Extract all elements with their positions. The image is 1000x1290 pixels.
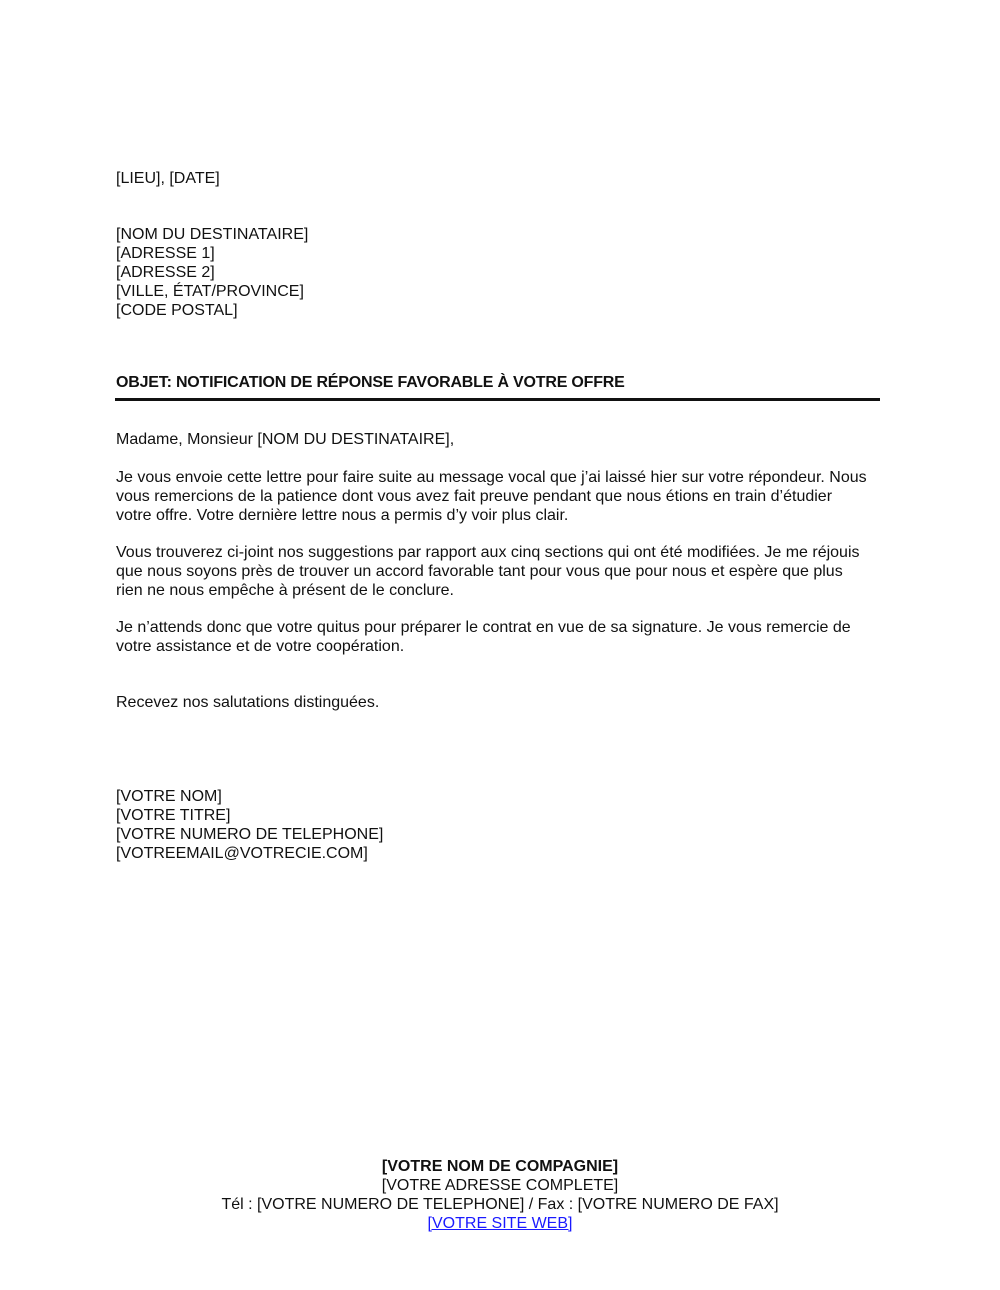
subject-line: OBJET: NOTIFICATION DE RÉPONSE FAVORABLE À VOTRE OFFRE [116, 374, 625, 391]
paragraph-line: Je n’attends donc que votre quitus pour préparer le contrat en vue de sa signature. Je vous remercie de [116, 619, 851, 636]
paragraph-line: vous remercions de la patience dont vous avez fait preuve pendant que nous étions en train d’étudier [116, 488, 833, 505]
footer-contact: Tél : [VOTRE NUMERO DE TELEPHONE] / Fax : [VOTRE NUMERO DE FAX] [221, 1196, 779, 1213]
signature-phone: [VOTRE NUMERO DE TELEPHONE] [116, 826, 384, 843]
paragraph-line: votre assistance et de votre coopération. [116, 638, 405, 655]
recipient-name: [NOM DU DESTINATAIRE] [116, 226, 309, 243]
signature-block [116, 787, 383, 863]
paragraph-line: Je vous envoie cette lettre pour faire suite au message vocal que j’ai laissé hier sur votre répondeur. Nous [116, 469, 867, 486]
footer-address: [VOTRE ADRESSE COMPLETE] [381, 1177, 619, 1194]
recipient-postal-code: [CODE POSTAL] [116, 302, 238, 319]
recipient-address-2: [ADRESSE 2] [116, 264, 215, 281]
signature-title: [VOTRE TITRE] [116, 807, 231, 824]
recipient-city-state: [VILLE, ÉTAT/PROVINCE] [116, 283, 304, 300]
paragraph-line: votre offre. Votre dernière lettre nous a permis d’y voir plus clair. [116, 507, 569, 524]
paragraph-line: que nous soyons près de trouver un accord favorable tant pour vous que pour nous et espère que plus [116, 563, 843, 580]
paragraph-line: Vous trouverez ci-joint nos suggestions par rapport aux cinq sections qui ont été modifiées. Je me réjouis [116, 544, 860, 561]
signature-email: [VOTREEMAIL@VOTRECIE.COM] [116, 845, 368, 862]
signature-name: [VOTRE NOM] [116, 788, 222, 805]
footer [0, 1157, 1000, 1233]
footer-website-link[interactable]: [VOTRE SITE WEB] [427, 1215, 573, 1232]
subject-divider [115, 398, 880, 401]
recipient-block [116, 225, 308, 320]
place-date: [LIEU], [DATE] [116, 170, 220, 187]
body-paragraph-2 [116, 543, 896, 600]
paragraph-line: rien ne nous empêche à présent de le conclure. [116, 582, 454, 599]
salutation: Madame, Monsieur [NOM DU DESTINATAIRE], [116, 431, 455, 448]
recipient-address-1: [ADRESSE 1] [116, 245, 215, 262]
footer-company: [VOTRE NOM DE COMPAGNIE] [381, 1158, 619, 1175]
body-paragraph-1 [116, 468, 896, 525]
body-paragraph-3 [116, 618, 896, 656]
closing: Recevez nos salutations distinguées. [116, 694, 380, 711]
